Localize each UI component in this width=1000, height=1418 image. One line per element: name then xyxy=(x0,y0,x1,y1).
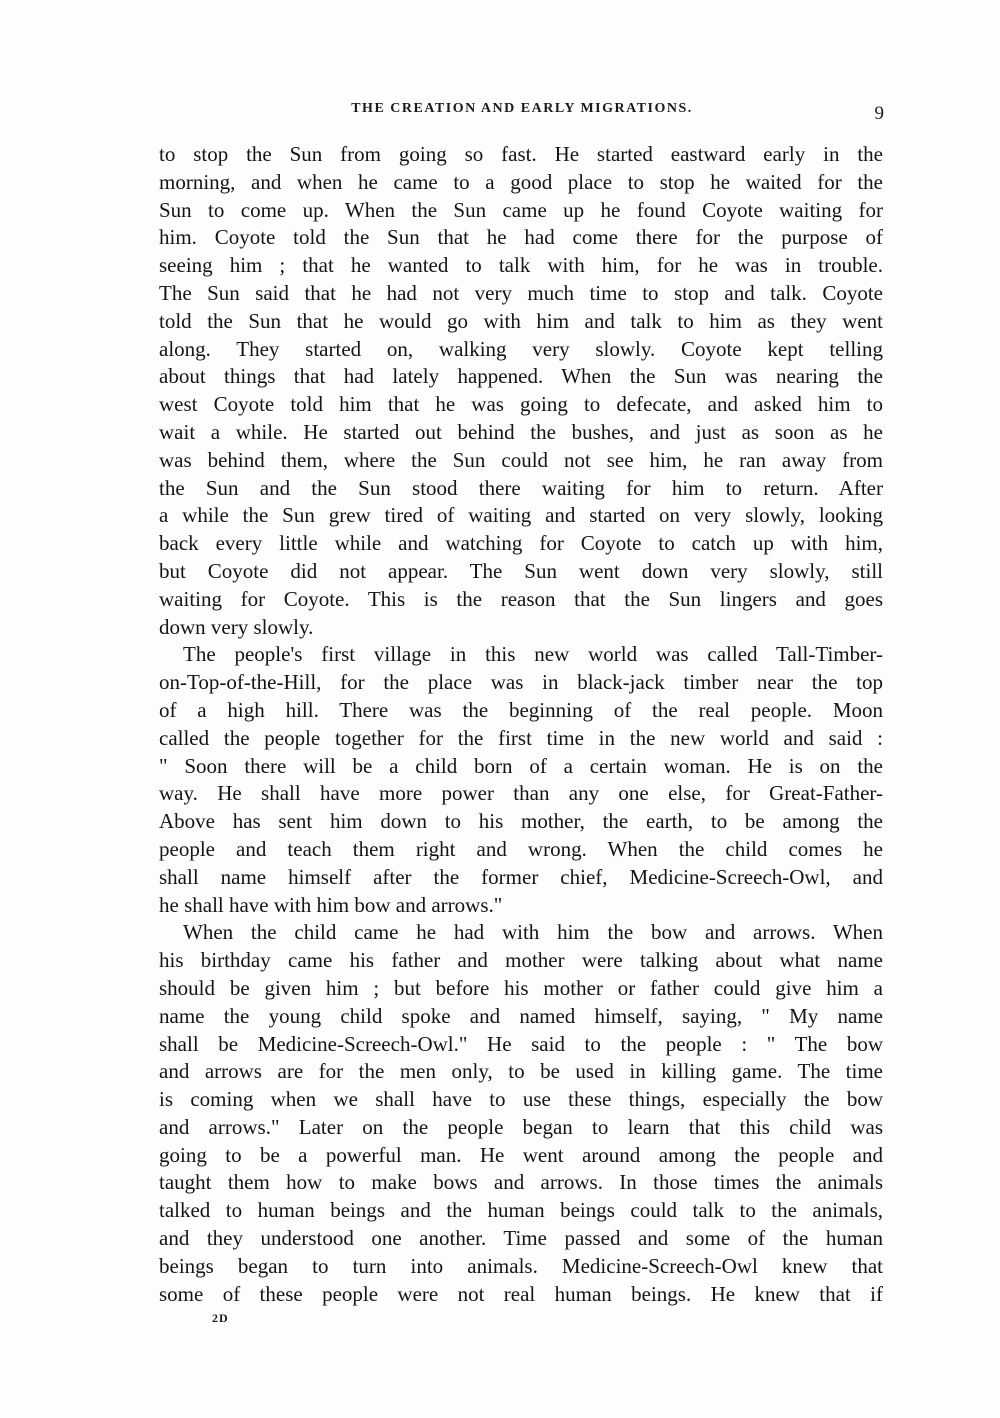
text-line: wait a while. He started out behind the bushes, and just as soon as he xyxy=(159,419,883,444)
text-line: him. Coyote told the Sun that he had come there for the purpose of xyxy=(159,225,883,250)
text-line: people and teach them right and wrong. When the child comes he xyxy=(159,836,883,861)
text-line: of a high hill. There was the beginning of the real people. Moon xyxy=(159,697,883,722)
text-line: and arrows." Later on the people began to learn that this child was xyxy=(159,1114,883,1139)
text-line: back every little while and watching for Coyote to catch up with him, xyxy=(159,531,883,556)
text-line: The Sun said that he had not very much time to stop and talk. Coyote xyxy=(159,280,883,305)
text-line: down very slowly. xyxy=(159,614,314,639)
text-line: he shall have with him bow and arrows." xyxy=(159,892,503,917)
paragraph xyxy=(159,919,883,1308)
text-line: on-Top-of-the-Hill, for the place was in black-jack timber near the top xyxy=(159,670,883,695)
text-line: The people's first village in this new world was called Tall-Timber- xyxy=(183,642,883,667)
page-number: 9 xyxy=(874,103,884,124)
text-line: beings began to turn into animals. Medicine-Screech-Owl knew that xyxy=(159,1253,883,1278)
text-line: talked to human beings and the human beings could talk to the animals, xyxy=(159,1198,883,1223)
text-line: but Coyote did not appear. The Sun went down very slowly, still xyxy=(159,558,883,583)
text-line: called the people together for the first time in the new world and said : xyxy=(159,725,883,750)
page-header xyxy=(160,101,884,127)
text-line: " Soon there will be a child born of a certain woman. He is on the xyxy=(159,753,883,778)
text-line: way. He shall have more power than any one else, for Great-Father- xyxy=(159,781,883,806)
text-line: and they understood one another. Time passed and some of the human xyxy=(159,1226,883,1251)
text-line: told the Sun that he would go with him and talk to him as they went xyxy=(159,308,883,333)
body-text xyxy=(159,141,883,1308)
running-head-title: THE CREATION AND EARLY MIGRATIONS. xyxy=(351,101,693,116)
text-line: name the young child spoke and named himself, saying, " My name xyxy=(159,1003,883,1028)
text-line: taught them how to make bows and arrows. In those times the animals xyxy=(159,1170,883,1195)
text-line: about things that had lately happened. When the Sun was nearing the xyxy=(159,364,883,389)
text-line: Above has sent him down to his mother, the earth, to be among the xyxy=(159,809,883,834)
paragraph xyxy=(159,141,883,641)
text-line: to stop the Sun from going so fast. He started eastward early in the xyxy=(159,142,883,166)
paragraph xyxy=(159,641,883,919)
text-line: a while the Sun grew tired of waiting and started on very slowly, looking xyxy=(159,503,883,528)
text-line: When the child came he had with him the bow and arrows. When xyxy=(183,920,883,945)
text-line: morning, and when he came to a good place to stop he waited for the xyxy=(159,169,883,194)
text-line: along. They started on, walking very slowly. Coyote kept telling xyxy=(159,336,883,361)
text-line: and arrows are for the men only, to be used in killing game. The time xyxy=(159,1059,883,1084)
text-line: should be given him ; but before his mother or father could give him a xyxy=(159,975,883,1000)
text-line: seeing him ; that he wanted to talk with him, for he was in trouble. xyxy=(159,253,883,278)
text-line: going to be a powerful man. He went around among the people and xyxy=(159,1142,883,1167)
text-line: is coming when we shall have to use these things, especially the bow xyxy=(159,1087,883,1112)
printer-signature-mark: 2D xyxy=(212,1311,229,1325)
text-line: the Sun and the Sun stood there waiting for him to return. After xyxy=(159,475,883,500)
text-line: shall name himself after the former chief, Medicine-Screech-Owl, and xyxy=(159,864,883,889)
text-line: was behind them, where the Sun could not see him, he ran away from xyxy=(159,447,883,472)
text-line: shall be Medicine-Screech-Owl." He said to the people : " The bow xyxy=(159,1031,883,1056)
text-line: Sun to come up. When the Sun came up he found Coyote waiting for xyxy=(159,197,883,222)
text-line: some of these people were not real human beings. He knew that if xyxy=(159,1281,883,1306)
text-line: his birthday came his father and mother were talking about what name xyxy=(159,948,883,973)
text-line: waiting for Coyote. This is the reason that the Sun lingers and goes xyxy=(159,586,883,611)
text-line: west Coyote told him that he was going to defecate, and asked him to xyxy=(159,392,883,417)
